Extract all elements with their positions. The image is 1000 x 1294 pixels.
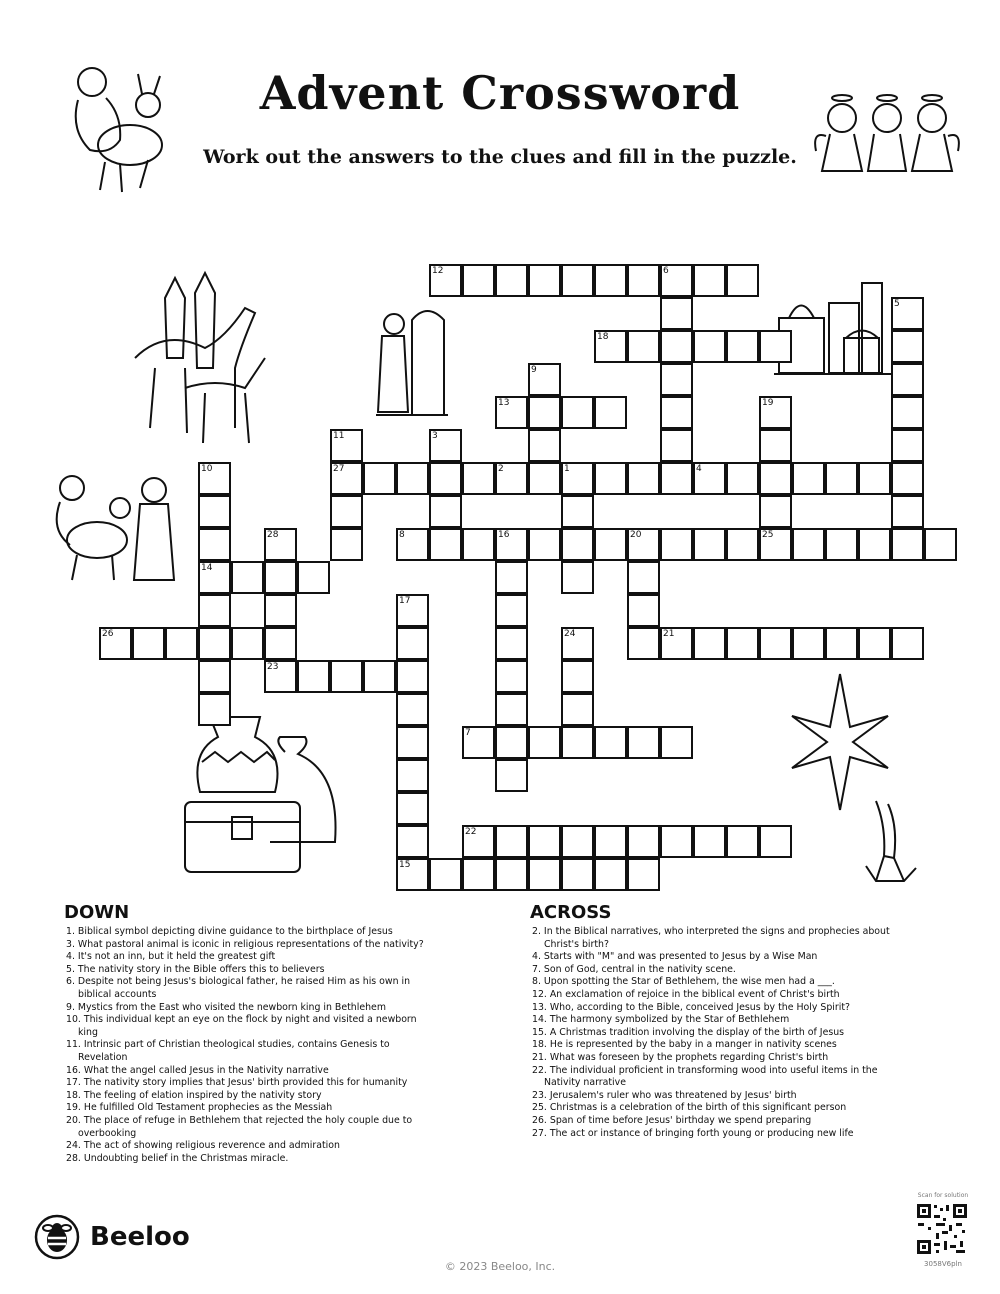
crossword-cell[interactable] [660,297,693,330]
crossword-cell[interactable] [660,825,693,858]
crossword-cell[interactable] [759,528,792,561]
crossword-cell[interactable] [891,627,924,660]
crossword-cell[interactable] [693,825,726,858]
clue-number: 1 [564,464,570,474]
crossword-cell[interactable] [891,429,924,462]
crossword-cell[interactable] [330,528,363,561]
crossword-cell[interactable] [495,627,528,660]
crossword-cell[interactable] [726,462,759,495]
clue-item: 14. The harmony symbolized by the Star of Bethlehem [532,1014,790,1026]
crossword-cell[interactable] [891,495,924,528]
crossword-cell[interactable] [462,264,495,297]
clue-item: 1. Biblical symbol depicting divine guidance to the birthplace of Jesus [66,926,393,937]
crossword-cell[interactable] [231,627,264,660]
crossword-cell[interactable] [528,726,561,759]
crossword-cell[interactable] [759,495,792,528]
bethlehem-town-illustration [774,278,894,378]
clue-item: 7. Son of God, central in the nativity scene. [532,963,736,975]
crossword-cell[interactable] [594,528,627,561]
crossword-cell[interactable] [198,462,231,495]
crossword-cell[interactable] [627,264,660,297]
crossword-cell[interactable] [198,594,231,627]
clue-item: 4. Starts with "M" and was presented to Jesus by a Wise Man [532,951,818,963]
clue-number: 13 [498,398,510,408]
crossword-cell[interactable] [693,330,726,363]
crossword-cell[interactable] [165,627,198,660]
clue-number: 24 [564,629,576,639]
crossword-cell[interactable] [231,561,264,594]
crossword-cell[interactable] [495,264,528,297]
clue-number: 16 [498,530,510,540]
crossword-cell[interactable] [330,660,363,693]
clue-number: 7 [465,728,471,738]
clue-item: 25. Christmas is a celebration of the birth of this significant person [532,1102,847,1114]
crossword-cell[interactable] [198,660,231,693]
crossword-cell[interactable] [594,264,627,297]
crossword-cell[interactable] [264,627,297,660]
crossword-cell[interactable] [627,528,660,561]
crossword-cell[interactable] [693,627,726,660]
crossword-cell[interactable] [891,462,924,495]
clue-item: 4. It's not an inn, but it held the greatest gift [66,951,276,963]
crossword-cell[interactable] [561,495,594,528]
crossword-cell[interactable] [825,528,858,561]
page-subtitle: Work out the answers to the clues and fill in the puzzle. [203,146,797,168]
crossword-cell[interactable] [561,627,594,660]
crossword-cell[interactable] [528,363,561,396]
crossword-cell[interactable] [594,825,627,858]
crossword-cell[interactable] [198,561,231,594]
crossword-cell[interactable] [561,726,594,759]
crossword-cell[interactable] [561,528,594,561]
crossword-cell[interactable] [759,825,792,858]
crossword-cell[interactable] [264,561,297,594]
crossword-cell[interactable] [495,693,528,726]
crossword-cell[interactable] [429,264,462,297]
crossword-cell[interactable] [891,363,924,396]
crossword-cell[interactable] [825,462,858,495]
crossword-cell[interactable] [858,462,891,495]
copyright-text: © 2023 Beeloo, Inc. [444,1260,556,1273]
clue-item: 3. What pastoral animal is iconic in religious representations of the nativity? [66,938,424,950]
clue-number: 4 [696,464,702,474]
crossword-cell[interactable] [726,627,759,660]
crossword-cell[interactable] [891,396,924,429]
crossword-cell[interactable] [627,330,660,363]
clue-number: 9 [531,365,537,375]
crossword-cell[interactable] [198,693,231,726]
crossword-cell[interactable] [825,627,858,660]
crossword-cell[interactable] [627,825,660,858]
crossword-cell[interactable] [561,660,594,693]
clue-item: 15. A Christmas tradition involving the display of the birth of Jesus [532,1026,845,1038]
clue-number: 19 [762,398,774,408]
clue-item: 19. He fulfilled Old Testament prophecies as the Messiah [66,1102,333,1114]
crossword-cell[interactable] [264,660,297,693]
clue-number: 6 [663,266,669,276]
crossword-cell[interactable] [396,693,429,726]
crossword-cell[interactable] [594,330,627,363]
crossword-cell[interactable] [561,858,594,891]
crossword-cell[interactable] [561,462,594,495]
clue-number: 26 [102,629,114,639]
clue-number: 23 [267,662,279,672]
crossword-cell[interactable] [264,528,297,561]
crossword-cell[interactable] [726,825,759,858]
crossword-cell[interactable] [429,858,462,891]
crossword-cell[interactable] [858,528,891,561]
clue-item: 26. Span of time before Jesus' birthday we spend preparing [532,1114,812,1126]
crossword-cell[interactable] [396,759,429,792]
crossword-cell[interactable] [363,462,396,495]
crossword-cell[interactable] [330,462,363,495]
crossword-cell[interactable] [660,363,693,396]
crossword-cell[interactable] [198,495,231,528]
crossword-cell[interactable] [627,594,660,627]
clue-item: 18. The feeling of elation inspired by the nativity story [66,1089,322,1101]
scan-label: Scan for solution [917,1192,969,1199]
crossword-cell[interactable] [660,528,693,561]
crossword-cell[interactable] [495,660,528,693]
crossword-cell[interactable] [429,495,462,528]
crossword-cell[interactable] [660,264,693,297]
crossword-cell[interactable] [528,858,561,891]
crossword-cell[interactable] [660,462,693,495]
crossword-cell[interactable] [924,528,957,561]
crossword-cell[interactable] [297,660,330,693]
crossword-cell[interactable] [495,561,528,594]
clue-number: 5 [894,299,900,309]
crossword-cell[interactable] [495,759,528,792]
clue-item: 6. Despite not being Jesus's biological father, he raised Him as his own in biblical accounts [66,976,411,1000]
crossword-cell[interactable] [528,825,561,858]
crossword-cell[interactable] [429,429,462,462]
star-of-bethlehem-illustration [790,672,890,812]
crossword-cell[interactable] [396,858,429,891]
clue-number: 3 [432,431,438,441]
crossword-cell[interactable] [726,264,759,297]
crossword-cell[interactable] [495,825,528,858]
crossword-cell[interactable] [759,330,792,363]
crossword-cell[interactable] [759,627,792,660]
crossword-cell[interactable] [198,528,231,561]
crossword-cell[interactable] [594,396,627,429]
crossword-cell[interactable] [495,858,528,891]
crossword-cell[interactable] [462,528,495,561]
crossword-cell[interactable] [396,528,429,561]
clue-item: 13. Who, according to the Bible, conceived Jesus by the Holy Spirit? [532,1001,850,1013]
crossword-cell[interactable] [627,561,660,594]
page-title: Advent Crossword [259,66,741,120]
clue-number: 2 [498,464,504,474]
crossword-cell[interactable] [297,561,330,594]
crossword-cell[interactable] [561,693,594,726]
crossword-cell[interactable] [693,264,726,297]
mary-on-donkey-illustration [60,60,170,200]
brand-name: Beeloo [90,1222,190,1252]
crossword-cell[interactable] [660,330,693,363]
clue-item: 9. Mystics from the East who visited the newborn king in Bethlehem [66,1001,386,1013]
clue-item: 10. This individual kept an eye on the flock by night and visited a newborn king [66,1014,417,1038]
crossword-cell[interactable] [627,858,660,891]
crossword-cell[interactable] [495,594,528,627]
crossword-cell[interactable] [396,825,429,858]
crossword-cell[interactable] [660,396,693,429]
crossword-cell[interactable] [693,462,726,495]
crossword-cell[interactable] [726,330,759,363]
crossword-cell[interactable] [660,627,693,660]
brand-logo [34,1214,190,1260]
clue-item: 20. The place of refuge in Bethlehem that rejected the holy couple due to overbooking [66,1114,413,1139]
puzzle-code: 3058V6pln [924,1260,962,1268]
crossword-cell[interactable] [429,528,462,561]
crossword-cell[interactable] [759,462,792,495]
clue-item: 12. An exclamation of rejoice in the biblical event of Christ's birth [532,988,840,1000]
clue-item: 11. Intrinsic part of Christian theological studies, contains Genesis to Revelation [66,1039,390,1063]
crossword-cell[interactable] [396,462,429,495]
crossword-cell[interactable] [561,561,594,594]
bee-icon [34,1214,80,1260]
clue-item: 16. What the angel called Jesus in the Nativity narrative [66,1064,329,1076]
clue-number: 15 [399,860,411,870]
crossword-cell[interactable] [528,528,561,561]
clue-number: 27 [333,464,345,474]
clue-number: 17 [399,596,411,606]
crossword-cell[interactable] [528,264,561,297]
crossword-cell[interactable] [858,627,891,660]
crossword-cell[interactable] [792,462,825,495]
crossword-cell[interactable] [132,627,165,660]
crossword-cell[interactable] [528,396,561,429]
gifts-treasure-illustration [180,712,350,882]
crossword-cell[interactable] [891,528,924,561]
crossword-cell[interactable] [495,726,528,759]
clue-item: 18. He is represented by the baby in a manger in nativity scenes [532,1039,837,1051]
crossword-cell[interactable] [561,825,594,858]
crossword-cell[interactable] [759,429,792,462]
clue-item: 5. The nativity story in the Bible offers this to believers [66,963,325,975]
clue-item: 17. The nativity story implies that Jesus' birth provided this for humanity [66,1077,408,1089]
crossword-cell[interactable] [627,726,660,759]
crossword-cell[interactable] [594,726,627,759]
crossword-cell[interactable] [396,594,429,627]
down-heading: DOWN [64,902,130,923]
clue-item: 28. Undoubting belief in the Christmas miracle. [66,1152,289,1164]
crossword-cell[interactable] [759,396,792,429]
crossword-cell[interactable] [528,429,561,462]
praying-hands-illustration [856,796,926,886]
crossword-cell[interactable] [693,528,726,561]
crossword-cell[interactable] [396,792,429,825]
crossword-cell[interactable] [495,396,528,429]
qr-code-icon[interactable] [916,1203,968,1255]
crossword-cell[interactable] [330,495,363,528]
clue-number: 21 [663,629,675,639]
wise-men-on-camels-illustration [125,268,275,448]
crossword-cell[interactable] [396,627,429,660]
crossword-cell[interactable] [264,594,297,627]
clue-number: 8 [399,530,405,540]
crossword-cell[interactable] [495,528,528,561]
down-clue-list [66,926,426,1165]
crossword-cell[interactable] [528,462,561,495]
across-heading: ACROSS [530,902,612,923]
crossword-cell[interactable] [792,627,825,660]
crossword-cell[interactable] [891,330,924,363]
clue-number: 14 [201,563,213,573]
crossword-cell[interactable] [891,297,924,330]
clue-item: 22. The individual proficient in transforming wood into useful items in the Nativity narrative [532,1064,878,1089]
crossword-cell[interactable] [561,396,594,429]
crossword-cell[interactable] [396,660,429,693]
innkeeper-at-door-illustration [372,300,452,420]
clue-item: 24. The act of showing religious reverence and admiration [66,1140,340,1152]
mary-joseph-donkey-illustration [42,470,187,585]
clue-number: 28 [267,530,279,540]
angels-illustration [812,86,962,176]
crossword-cell[interactable] [363,660,396,693]
clue-item: 21. What was foreseen by the prophets regarding Christ's birth [532,1051,829,1063]
crossword-cell[interactable] [462,726,495,759]
clue-item: 2. In the Biblical narratives, who interpreted the signs and prophecies about Christ's birth? [532,926,890,950]
crossword-cell[interactable] [561,264,594,297]
across-clue-list [532,926,892,1140]
clue-item: 8. Upon spotting the Star of Bethlehem, the wise men had a ___. [532,976,835,988]
crossword-cell[interactable] [462,462,495,495]
crossword-cell[interactable] [429,462,462,495]
crossword-cell[interactable] [594,858,627,891]
clue-number: 10 [201,464,213,474]
crossword-cell[interactable] [627,627,660,660]
crossword-cell[interactable] [627,462,660,495]
crossword-cell[interactable] [495,462,528,495]
crossword-cell[interactable] [462,825,495,858]
crossword-cell[interactable] [726,528,759,561]
crossword-cell[interactable] [330,429,363,462]
clue-number: 12 [432,266,444,276]
crossword-cell[interactable] [99,627,132,660]
crossword-cell[interactable] [594,462,627,495]
clue-item: 23. Jerusalem's ruler who was threatened by Jesus' birth [532,1089,797,1101]
clue-item: 27. The act or instance of bringing forth young or producing new life [532,1127,854,1139]
crossword-cell[interactable] [198,627,231,660]
clue-number: 20 [630,530,642,540]
clue-number: 25 [762,530,774,540]
clue-number: 11 [333,431,345,441]
crossword-cell[interactable] [660,726,693,759]
crossword-cell[interactable] [462,858,495,891]
crossword-cell[interactable] [396,726,429,759]
crossword-cell[interactable] [660,429,693,462]
clue-number: 18 [597,332,609,342]
crossword-cell[interactable] [792,528,825,561]
clue-number: 22 [465,827,477,837]
